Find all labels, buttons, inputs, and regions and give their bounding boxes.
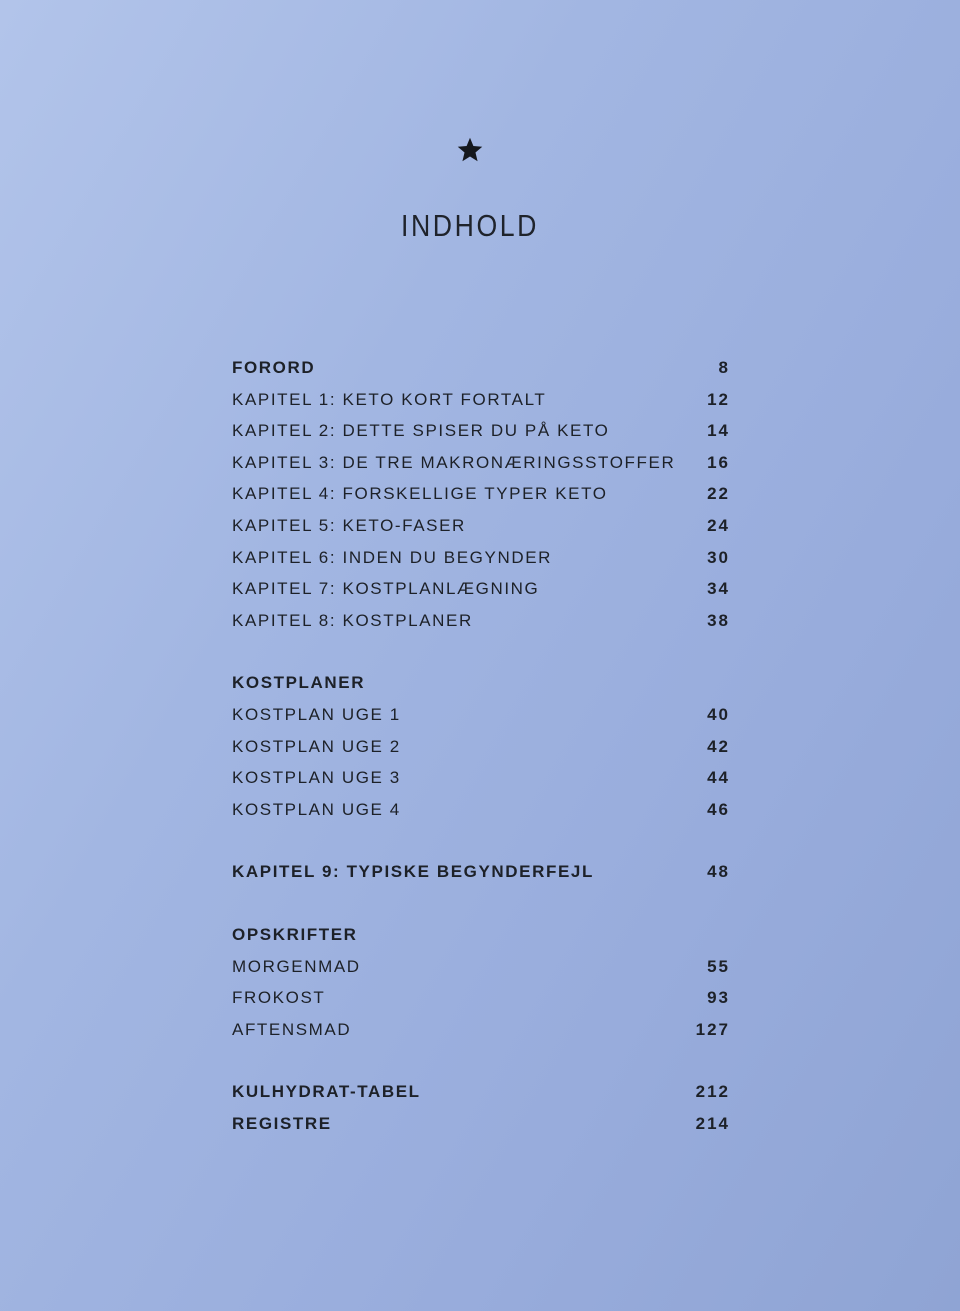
toc-list	[232, 352, 732, 1139]
toc-entry-label: KOSTPLAN UGE 3	[232, 768, 401, 788]
toc-entry	[232, 699, 732, 731]
toc-entry-label: FORORD	[232, 358, 316, 377]
toc-entry-page-number: 8	[718, 358, 730, 377]
toc-entry	[232, 794, 732, 826]
toc-entry-label: KAPITEL 5: KETO-FASER	[232, 515, 466, 535]
toc-entry	[232, 542, 732, 574]
toc-entry-page-number: 46	[707, 799, 730, 819]
toc-entry	[232, 731, 732, 763]
toc-entry-label: KAPITEL 2: DETTE SPISER DU PÅ KETO	[232, 421, 610, 441]
toc-entry	[232, 856, 732, 888]
toc-entry-label: KAPITEL 9: TYPISKE BEGYNDERFEJL	[232, 862, 594, 882]
toc-entry-page-number: 48	[707, 862, 730, 882]
toc-entry-label: KAPITEL 6: INDEN DU BEGYNDER	[232, 547, 553, 567]
toc-entry	[232, 1014, 732, 1046]
toc-entry-page-number: 12	[707, 389, 730, 409]
toc-entry-page-number: 22	[707, 484, 730, 504]
toc-entry	[232, 447, 732, 479]
toc-entry	[232, 510, 732, 542]
toc-entry	[232, 384, 732, 416]
toc-entry-page-number: 214	[695, 1113, 730, 1133]
toc-entry-label: MORGENMAD	[232, 956, 361, 976]
toc-entry	[232, 415, 732, 447]
toc-entry-page-number: 14	[707, 421, 730, 441]
toc-entry-page-number: 93	[707, 988, 730, 1008]
page-title: INDHOLD	[400, 208, 540, 243]
toc-entry-label: KAPITEL 1: KETO KORT FORTALT	[232, 389, 547, 409]
section-spacer	[232, 888, 732, 919]
toc-entry-label: REGISTRE	[232, 1113, 332, 1133]
toc-entry-label: KAPITEL 3: DE TRE MAKRONÆRINGSSTOFFER	[232, 452, 676, 472]
toc-entry-label: KAPITEL 8: KOSTPLANER	[232, 610, 473, 630]
toc-entry-page-number: 34	[707, 579, 730, 599]
toc-entry	[232, 478, 732, 510]
toc-entry	[232, 352, 732, 384]
toc-entry	[232, 762, 732, 794]
toc-entry-label: KAPITEL 7: KOSTPLANLÆGNING	[232, 579, 540, 599]
toc-entry	[232, 1076, 732, 1108]
toc-entry-label: KULHYDRAT-TABEL	[232, 1082, 421, 1102]
toc-entry	[232, 951, 732, 983]
toc-entry	[232, 1108, 732, 1140]
toc-entry-label: KOSTPLAN UGE 1	[232, 704, 401, 724]
toc-entry-label: KOSTPLAN UGE 4	[232, 799, 401, 819]
toc-entry	[232, 667, 732, 699]
section-spacer	[232, 825, 732, 856]
toc-entry-page-number: 127	[695, 1019, 730, 1039]
toc-entry-label: FROKOST	[232, 988, 326, 1008]
toc-entry-label: KOSTPLANER	[232, 673, 366, 693]
star-icon	[456, 136, 484, 164]
toc-entry-page-number: 212	[695, 1082, 730, 1102]
toc-entry-label: OPSKRIFTER	[232, 924, 358, 944]
toc-entry-label: KAPITEL 4: FORSKELLIGE TYPER KETO	[232, 484, 608, 504]
toc-entry	[232, 573, 732, 605]
toc-entry-page-number: 16	[707, 452, 730, 472]
toc-entry-page-number: 24	[707, 515, 730, 535]
section-spacer	[232, 636, 732, 667]
section-spacer	[232, 1045, 732, 1076]
toc-entry-label: AFTENSMAD	[232, 1019, 352, 1039]
toc-entry-page-number: 55	[707, 956, 730, 976]
toc-entry-page-number: 38	[707, 610, 730, 630]
toc-entry-page-number: 44	[707, 768, 730, 788]
toc-entry-page-number: 42	[707, 736, 730, 756]
toc-entry-page-number: 30	[707, 547, 730, 567]
toc-entry-label: KOSTPLAN UGE 2	[232, 736, 401, 756]
toc-entry-page-number: 40	[707, 704, 730, 724]
toc-entry	[232, 605, 732, 637]
toc-entry	[232, 919, 732, 951]
toc-entry	[232, 982, 732, 1014]
